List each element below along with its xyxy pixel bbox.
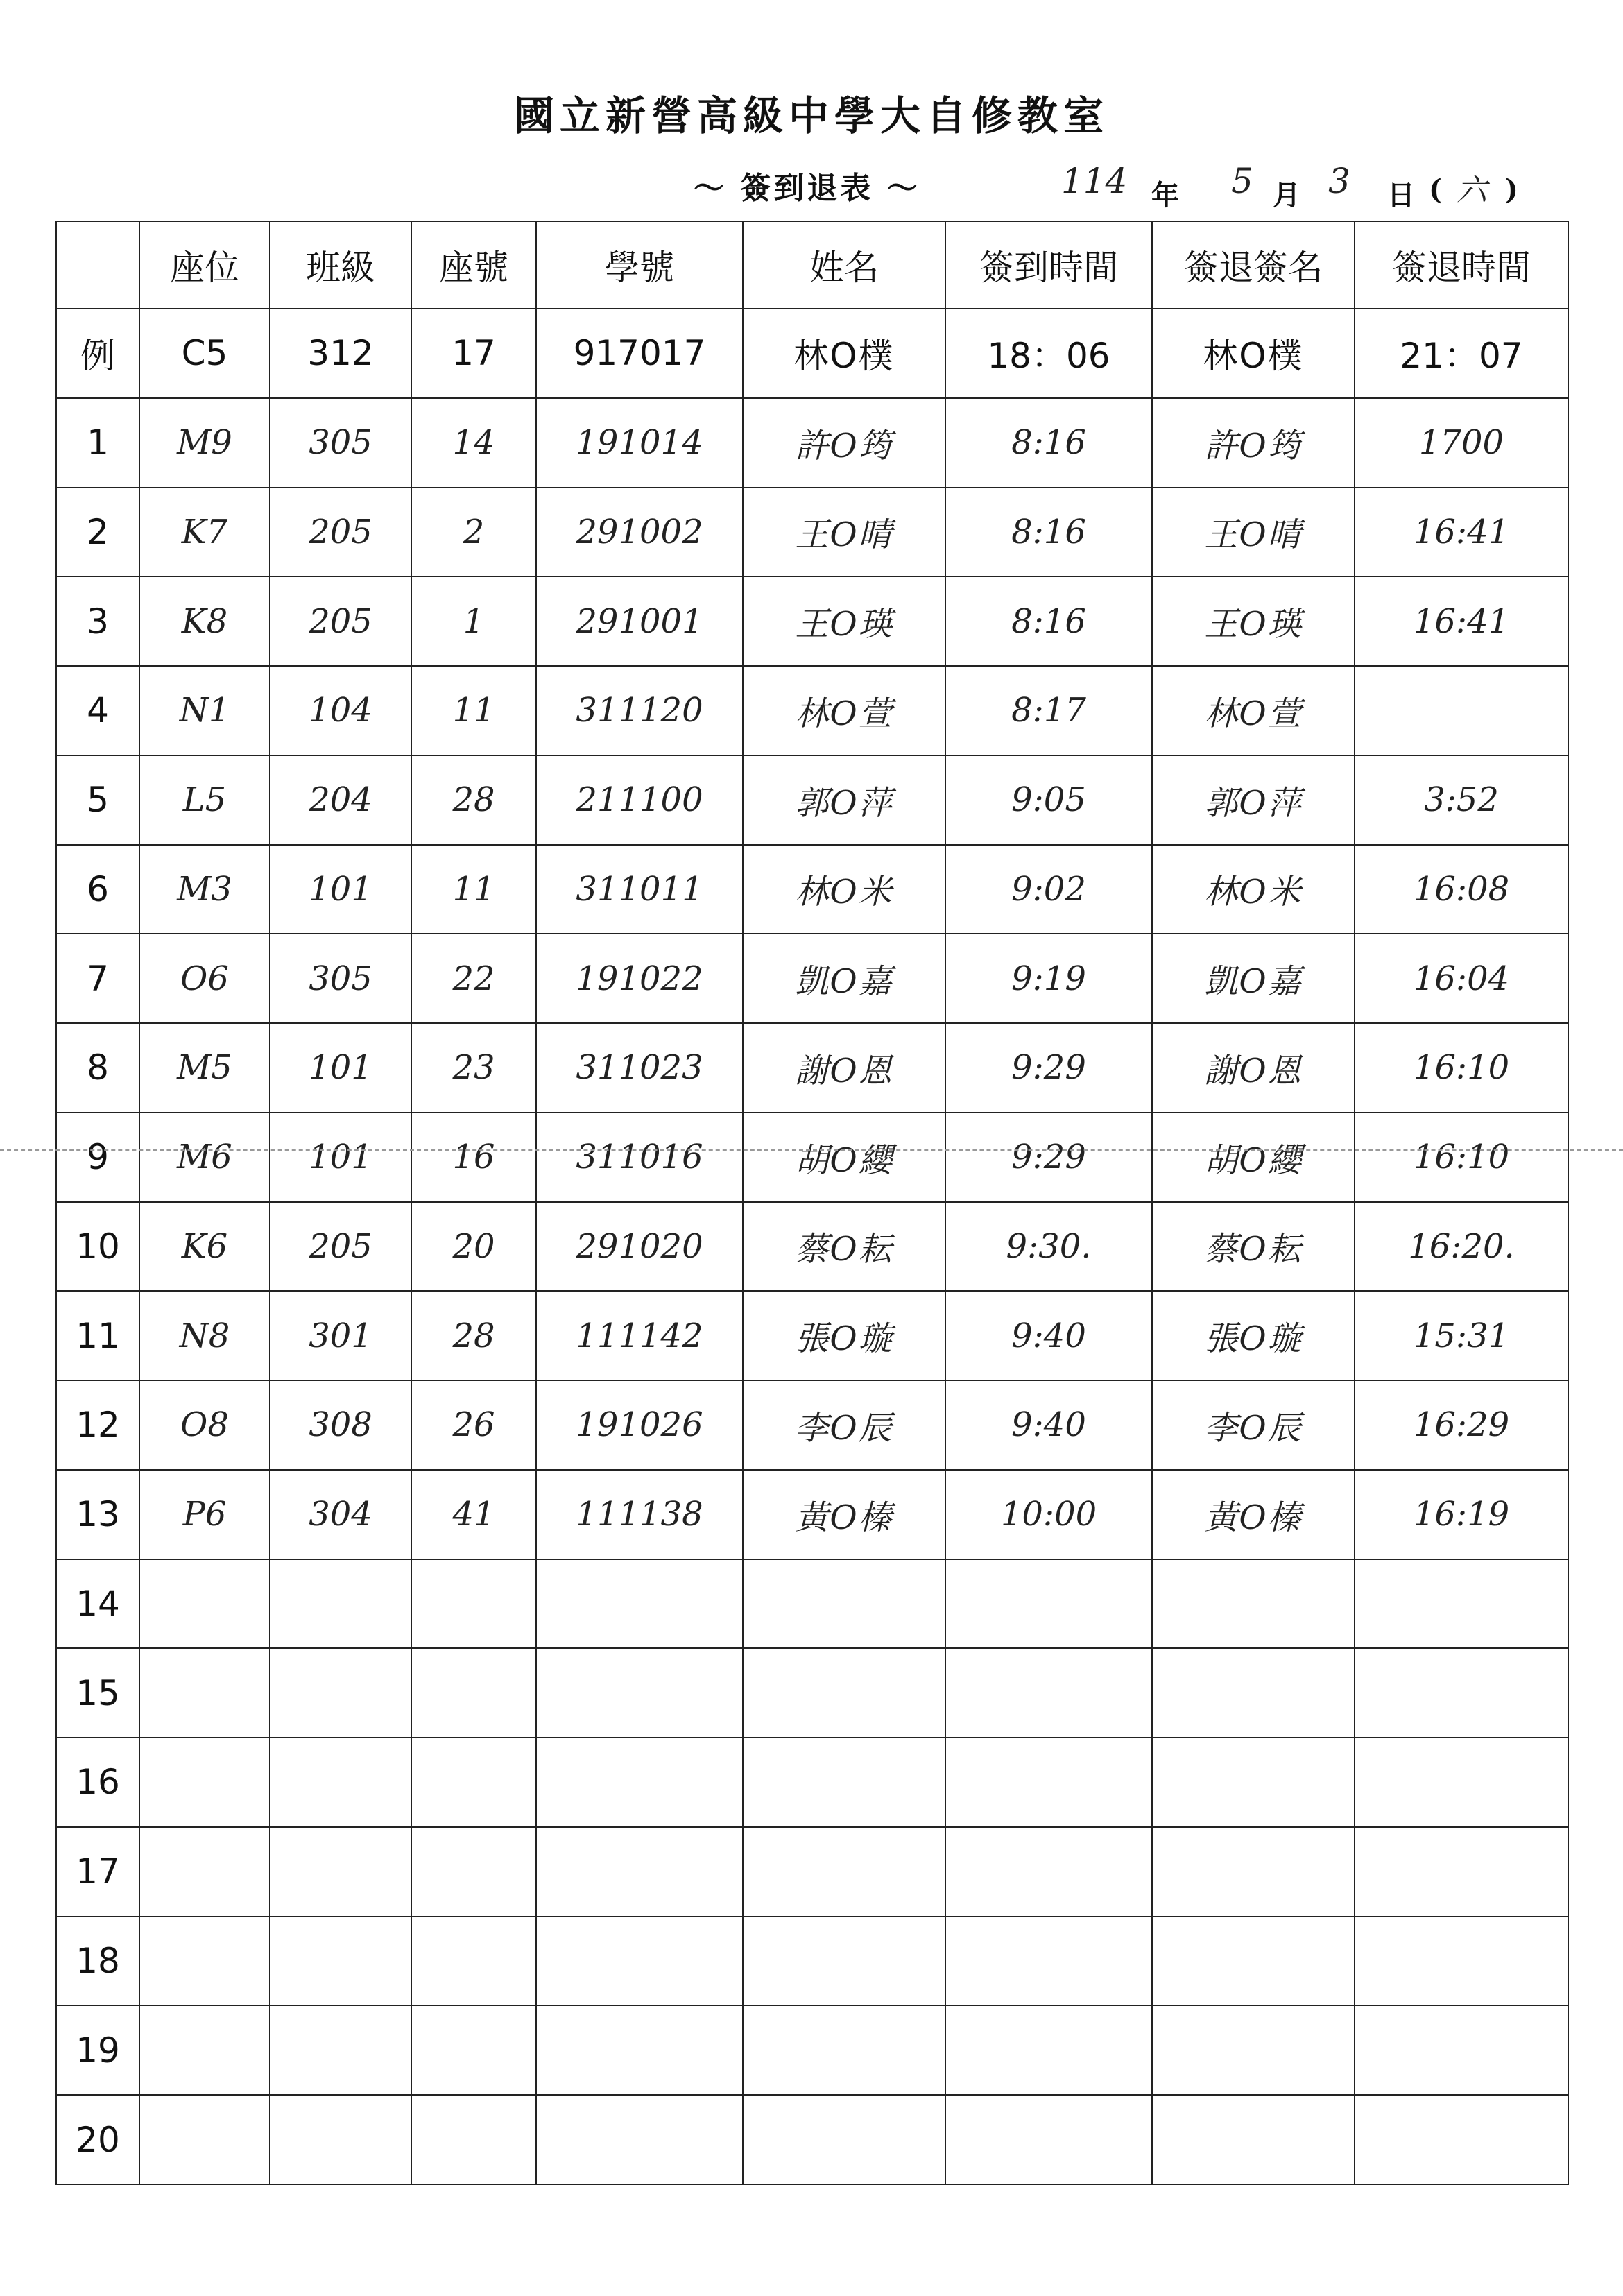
sign-out-time-cell: 21：07 [1355, 309, 1568, 398]
row-number-cell: 17 [56, 1827, 139, 1917]
student-id-cell [536, 1827, 743, 1917]
seat-number-cell: 28 [411, 1291, 536, 1380]
header-seat: 座位 [139, 221, 270, 309]
seat-number-cell: 11 [411, 666, 536, 755]
row-number-cell: 6 [56, 845, 139, 934]
date-month-value: 5 [1231, 161, 1253, 201]
sign-in-time-cell: 8:16 [945, 576, 1152, 666]
table-row [56, 576, 1568, 666]
table-row [56, 1827, 1568, 1917]
seat-cell: K6 [139, 1202, 270, 1292]
seat-cell: P6 [139, 1470, 270, 1559]
row-number-cell: 2 [56, 488, 139, 577]
student-id-cell: 211100 [536, 755, 743, 845]
sign-in-time-cell: 9:29 [945, 1023, 1152, 1113]
table-header-row [56, 221, 1568, 309]
seat-cell [139, 1559, 270, 1649]
sign-in-time-cell: 18：06 [945, 309, 1152, 398]
name-cell [743, 2005, 945, 2095]
sign-in-time-cell: 8:17 [945, 666, 1152, 755]
sign-out-signature-cell [1152, 1648, 1355, 1738]
sign-in-time-cell: 10:00 [945, 1470, 1152, 1559]
sign-out-signature-cell: 胡O纓 [1152, 1113, 1355, 1202]
seat-number-cell: 11 [411, 845, 536, 934]
table-row [56, 845, 1568, 934]
sign-in-time-cell: 9:02 [945, 845, 1152, 934]
sign-out-time-cell: 15:31 [1355, 1291, 1568, 1380]
name-cell: 蔡O耘 [743, 1202, 945, 1292]
name-cell [743, 1827, 945, 1917]
row-number-cell: 12 [56, 1380, 139, 1470]
sign-out-time-cell [1355, 2005, 1568, 2095]
seat-cell [139, 1648, 270, 1738]
class-cell [270, 1917, 411, 2006]
date-day-label: 日 [1387, 179, 1415, 212]
header-student-id: 學號 [536, 221, 743, 309]
sign-in-time-cell [945, 2005, 1152, 2095]
student-id-cell: 311120 [536, 666, 743, 755]
name-cell: 許O筠 [743, 398, 945, 488]
seat-number-cell [411, 2095, 536, 2184]
sign-in-time-cell [945, 1827, 1152, 1917]
class-cell [270, 2095, 411, 2184]
class-cell: 308 [270, 1380, 411, 1470]
sign-out-signature-cell [1152, 1738, 1355, 1827]
seat-number-cell: 17 [411, 309, 536, 398]
sign-in-time-cell [945, 1738, 1152, 1827]
seat-cell: N8 [139, 1291, 270, 1380]
name-cell: 張O璇 [743, 1291, 945, 1380]
name-cell [743, 1738, 945, 1827]
seat-cell: K7 [139, 488, 270, 577]
sign-out-signature-cell [1152, 1559, 1355, 1649]
sign-in-time-cell: 9:40 [945, 1380, 1152, 1470]
class-cell: 205 [270, 1202, 411, 1292]
table-row [56, 398, 1568, 488]
student-id-cell: 917017 [536, 309, 743, 398]
sign-out-signature-cell [1152, 1827, 1355, 1917]
sign-out-signature-cell: 蔡O耘 [1152, 1202, 1355, 1292]
date-year-label: 年 [1151, 179, 1179, 212]
sign-out-time-cell [1355, 1559, 1568, 1649]
seat-cell: O8 [139, 1380, 270, 1470]
sign-out-signature-cell: 王O瑛 [1152, 576, 1355, 666]
student-id-cell [536, 2095, 743, 2184]
class-cell: 305 [270, 934, 411, 1023]
date-weekday-close: ) [1505, 173, 1518, 206]
header-sign-out-time: 簽退時間 [1355, 221, 1568, 309]
name-cell: 郭O萍 [743, 755, 945, 845]
student-id-cell [536, 1738, 743, 1827]
row-number-cell: 18 [56, 1917, 139, 2006]
seat-cell: M9 [139, 398, 270, 488]
header-seat-number: 座號 [411, 221, 536, 309]
table-row [56, 1738, 1568, 1827]
date-month-label: 月 [1273, 179, 1300, 212]
class-cell [270, 1559, 411, 1649]
seat-number-cell: 23 [411, 1023, 536, 1113]
sign-out-time-cell: 16:41 [1355, 576, 1568, 666]
row-number-cell: 例 [56, 309, 139, 398]
sign-out-time-cell: 16:29 [1355, 1380, 1568, 1470]
seat-number-cell [411, 1648, 536, 1738]
table-row [56, 1648, 1568, 1738]
seat-number-cell: 16 [411, 1113, 536, 1202]
table-row [56, 1470, 1568, 1559]
name-cell: 王O晴 [743, 488, 945, 577]
row-number-cell: 16 [56, 1738, 139, 1827]
class-cell [270, 2005, 411, 2095]
class-cell: 101 [270, 1023, 411, 1113]
header-name: 姓名 [743, 221, 945, 309]
name-cell: 凱O嘉 [743, 934, 945, 1023]
sign-in-time-cell [945, 2095, 1152, 2184]
header-index [56, 221, 139, 309]
class-cell [270, 1648, 411, 1738]
student-id-cell: 291020 [536, 1202, 743, 1292]
table-row [56, 1202, 1568, 1292]
student-id-cell [536, 1559, 743, 1649]
sign-out-signature-cell: 張O璇 [1152, 1291, 1355, 1380]
date-line [1061, 161, 1547, 212]
sign-out-time-cell [1355, 1917, 1568, 2006]
class-cell: 301 [270, 1291, 411, 1380]
student-id-cell: 191022 [536, 934, 743, 1023]
sign-in-table [55, 221, 1568, 2185]
sign-out-signature-cell: 郭O萍 [1152, 755, 1355, 845]
class-cell: 305 [270, 398, 411, 488]
sign-out-time-cell [1355, 2095, 1568, 2184]
sign-in-time-cell: 8:16 [945, 398, 1152, 488]
name-cell: 林O米 [743, 845, 945, 934]
sign-out-signature-cell: 凱O嘉 [1152, 934, 1355, 1023]
sign-out-signature-cell: 謝O恩 [1152, 1023, 1355, 1113]
header-sign-in-time: 簽到時間 [945, 221, 1152, 309]
date-day-value: 3 [1328, 161, 1350, 201]
date-weekday-open: ( [1429, 173, 1442, 206]
sign-out-time-cell: 16:10 [1355, 1113, 1568, 1202]
table-row [56, 1380, 1568, 1470]
class-cell: 304 [270, 1470, 411, 1559]
table-row [56, 666, 1568, 755]
sign-in-time-cell [945, 1917, 1152, 2006]
sign-out-signature-cell [1152, 1917, 1355, 2006]
sign-out-signature-cell: 許O筠 [1152, 398, 1355, 488]
seat-cell: N1 [139, 666, 270, 755]
sign-out-time-cell: 1700 [1355, 398, 1568, 488]
student-id-cell: 291001 [536, 576, 743, 666]
sign-out-signature-cell: 王O晴 [1152, 488, 1355, 577]
seat-number-cell: 26 [411, 1380, 536, 1470]
sign-in-time-cell [945, 1559, 1152, 1649]
student-id-cell [536, 1648, 743, 1738]
row-number-cell: 14 [56, 1559, 139, 1649]
seat-number-cell [411, 1738, 536, 1827]
name-cell: 林O萱 [743, 666, 945, 755]
row-number-cell: 19 [56, 2005, 139, 2095]
row-number-cell: 15 [56, 1648, 139, 1738]
seat-number-cell [411, 1917, 536, 2006]
student-id-cell: 111138 [536, 1470, 743, 1559]
seat-cell [139, 1827, 270, 1917]
sign-out-signature-cell: 李O辰 [1152, 1380, 1355, 1470]
table-row [56, 934, 1568, 1023]
student-id-cell: 111142 [536, 1291, 743, 1380]
sign-in-time-cell: 9:30. [945, 1202, 1152, 1292]
student-id-cell: 311023 [536, 1023, 743, 1113]
name-cell [743, 2095, 945, 2184]
seat-number-cell [411, 1559, 536, 1649]
seat-cell [139, 1917, 270, 2006]
class-cell [270, 1738, 411, 1827]
table-row [56, 755, 1568, 845]
class-cell [270, 1827, 411, 1917]
header-class: 班級 [270, 221, 411, 309]
seat-number-cell: 14 [411, 398, 536, 488]
sign-out-time-cell [1355, 1827, 1568, 1917]
student-id-cell: 311011 [536, 845, 743, 934]
date-year-value: 114 [1061, 161, 1128, 201]
sign-out-signature-cell: 黃O榛 [1152, 1470, 1355, 1559]
seat-cell: M6 [139, 1113, 270, 1202]
sign-out-time-cell [1355, 666, 1568, 755]
student-id-cell: 191026 [536, 1380, 743, 1470]
class-cell: 101 [270, 845, 411, 934]
sign-out-time-cell: 16:20. [1355, 1202, 1568, 1292]
page-subtitle: ～ 簽到退表 ～ [694, 171, 920, 206]
sign-out-time-cell [1355, 1648, 1568, 1738]
seat-cell: K8 [139, 576, 270, 666]
seat-number-cell: 28 [411, 755, 536, 845]
table-row [56, 1559, 1568, 1649]
seat-cell [139, 2005, 270, 2095]
name-cell: 林O樸 [743, 309, 945, 398]
sign-out-time-cell [1355, 1738, 1568, 1827]
seat-number-cell: 20 [411, 1202, 536, 1292]
name-cell [743, 1559, 945, 1649]
class-cell: 205 [270, 576, 411, 666]
table-row [56, 2095, 1568, 2184]
seat-cell: L5 [139, 755, 270, 845]
student-id-cell: 291002 [536, 488, 743, 577]
seat-cell [139, 2095, 270, 2184]
name-cell: 胡O纓 [743, 1113, 945, 1202]
scan-fold-line [0, 1149, 1623, 1151]
row-number-cell: 3 [56, 576, 139, 666]
student-id-cell: 311016 [536, 1113, 743, 1202]
sign-in-time-cell: 9:29 [945, 1113, 1152, 1202]
seat-number-cell: 1 [411, 576, 536, 666]
seat-cell: M5 [139, 1023, 270, 1113]
sign-out-signature-cell [1152, 2095, 1355, 2184]
row-number-cell: 9 [56, 1113, 139, 1202]
class-cell: 204 [270, 755, 411, 845]
row-number-cell: 5 [56, 755, 139, 845]
sign-out-time-cell: 16:04 [1355, 934, 1568, 1023]
example-row [56, 309, 1568, 398]
table-row [56, 488, 1568, 577]
sign-out-signature-cell [1152, 2005, 1355, 2095]
class-cell: 312 [270, 309, 411, 398]
sign-out-time-cell: 3:52 [1355, 755, 1568, 845]
name-cell [743, 1648, 945, 1738]
table-row [56, 1113, 1568, 1202]
sign-out-time-cell: 16:41 [1355, 488, 1568, 577]
sign-out-signature-cell: 林O萱 [1152, 666, 1355, 755]
header-sign-out-signature: 簽退簽名 [1152, 221, 1355, 309]
seat-cell: C5 [139, 309, 270, 398]
student-id-cell [536, 1917, 743, 2006]
name-cell: 王O瑛 [743, 576, 945, 666]
sign-in-time-cell: 9:40 [945, 1291, 1152, 1380]
class-cell: 104 [270, 666, 411, 755]
row-number-cell: 8 [56, 1023, 139, 1113]
class-cell: 205 [270, 488, 411, 577]
class-cell: 101 [270, 1113, 411, 1202]
sign-out-signature-cell: 林O米 [1152, 845, 1355, 934]
row-number-cell: 4 [56, 666, 139, 755]
seat-number-cell [411, 2005, 536, 2095]
name-cell: 李O辰 [743, 1380, 945, 1470]
seat-number-cell: 2 [411, 488, 536, 577]
seat-number-cell: 22 [411, 934, 536, 1023]
table-row [56, 2005, 1568, 2095]
sign-out-signature-cell: 林O樸 [1152, 309, 1355, 398]
name-cell: 黃O榛 [743, 1470, 945, 1559]
table-row [56, 1291, 1568, 1380]
student-id-cell: 191014 [536, 398, 743, 488]
sign-in-time-cell [945, 1648, 1152, 1738]
sign-in-time-cell: 9:05 [945, 755, 1152, 845]
sign-out-time-cell: 16:10 [1355, 1023, 1568, 1113]
seat-cell: M3 [139, 845, 270, 934]
seat-number-cell [411, 1827, 536, 1917]
seat-cell: O6 [139, 934, 270, 1023]
sign-out-time-cell: 16:08 [1355, 845, 1568, 934]
row-number-cell: 1 [56, 398, 139, 488]
table-row [56, 1023, 1568, 1113]
row-number-cell: 13 [56, 1470, 139, 1559]
name-cell [743, 1917, 945, 2006]
page-title: 國立新營高級中學大自修教室 [513, 92, 1109, 139]
student-id-cell [536, 2005, 743, 2095]
seat-number-cell: 41 [411, 1470, 536, 1559]
row-number-cell: 11 [56, 1291, 139, 1380]
sign-in-time-cell: 9:19 [945, 934, 1152, 1023]
table-row [56, 1917, 1568, 2006]
row-number-cell: 20 [56, 2095, 139, 2184]
row-number-cell: 10 [56, 1202, 139, 1292]
name-cell: 謝O恩 [743, 1023, 945, 1113]
row-number-cell: 7 [56, 934, 139, 1023]
sign-in-time-cell: 8:16 [945, 488, 1152, 577]
date-weekday-value: 六 [1457, 173, 1487, 208]
sign-out-time-cell: 16:19 [1355, 1470, 1568, 1559]
seat-cell [139, 1738, 270, 1827]
